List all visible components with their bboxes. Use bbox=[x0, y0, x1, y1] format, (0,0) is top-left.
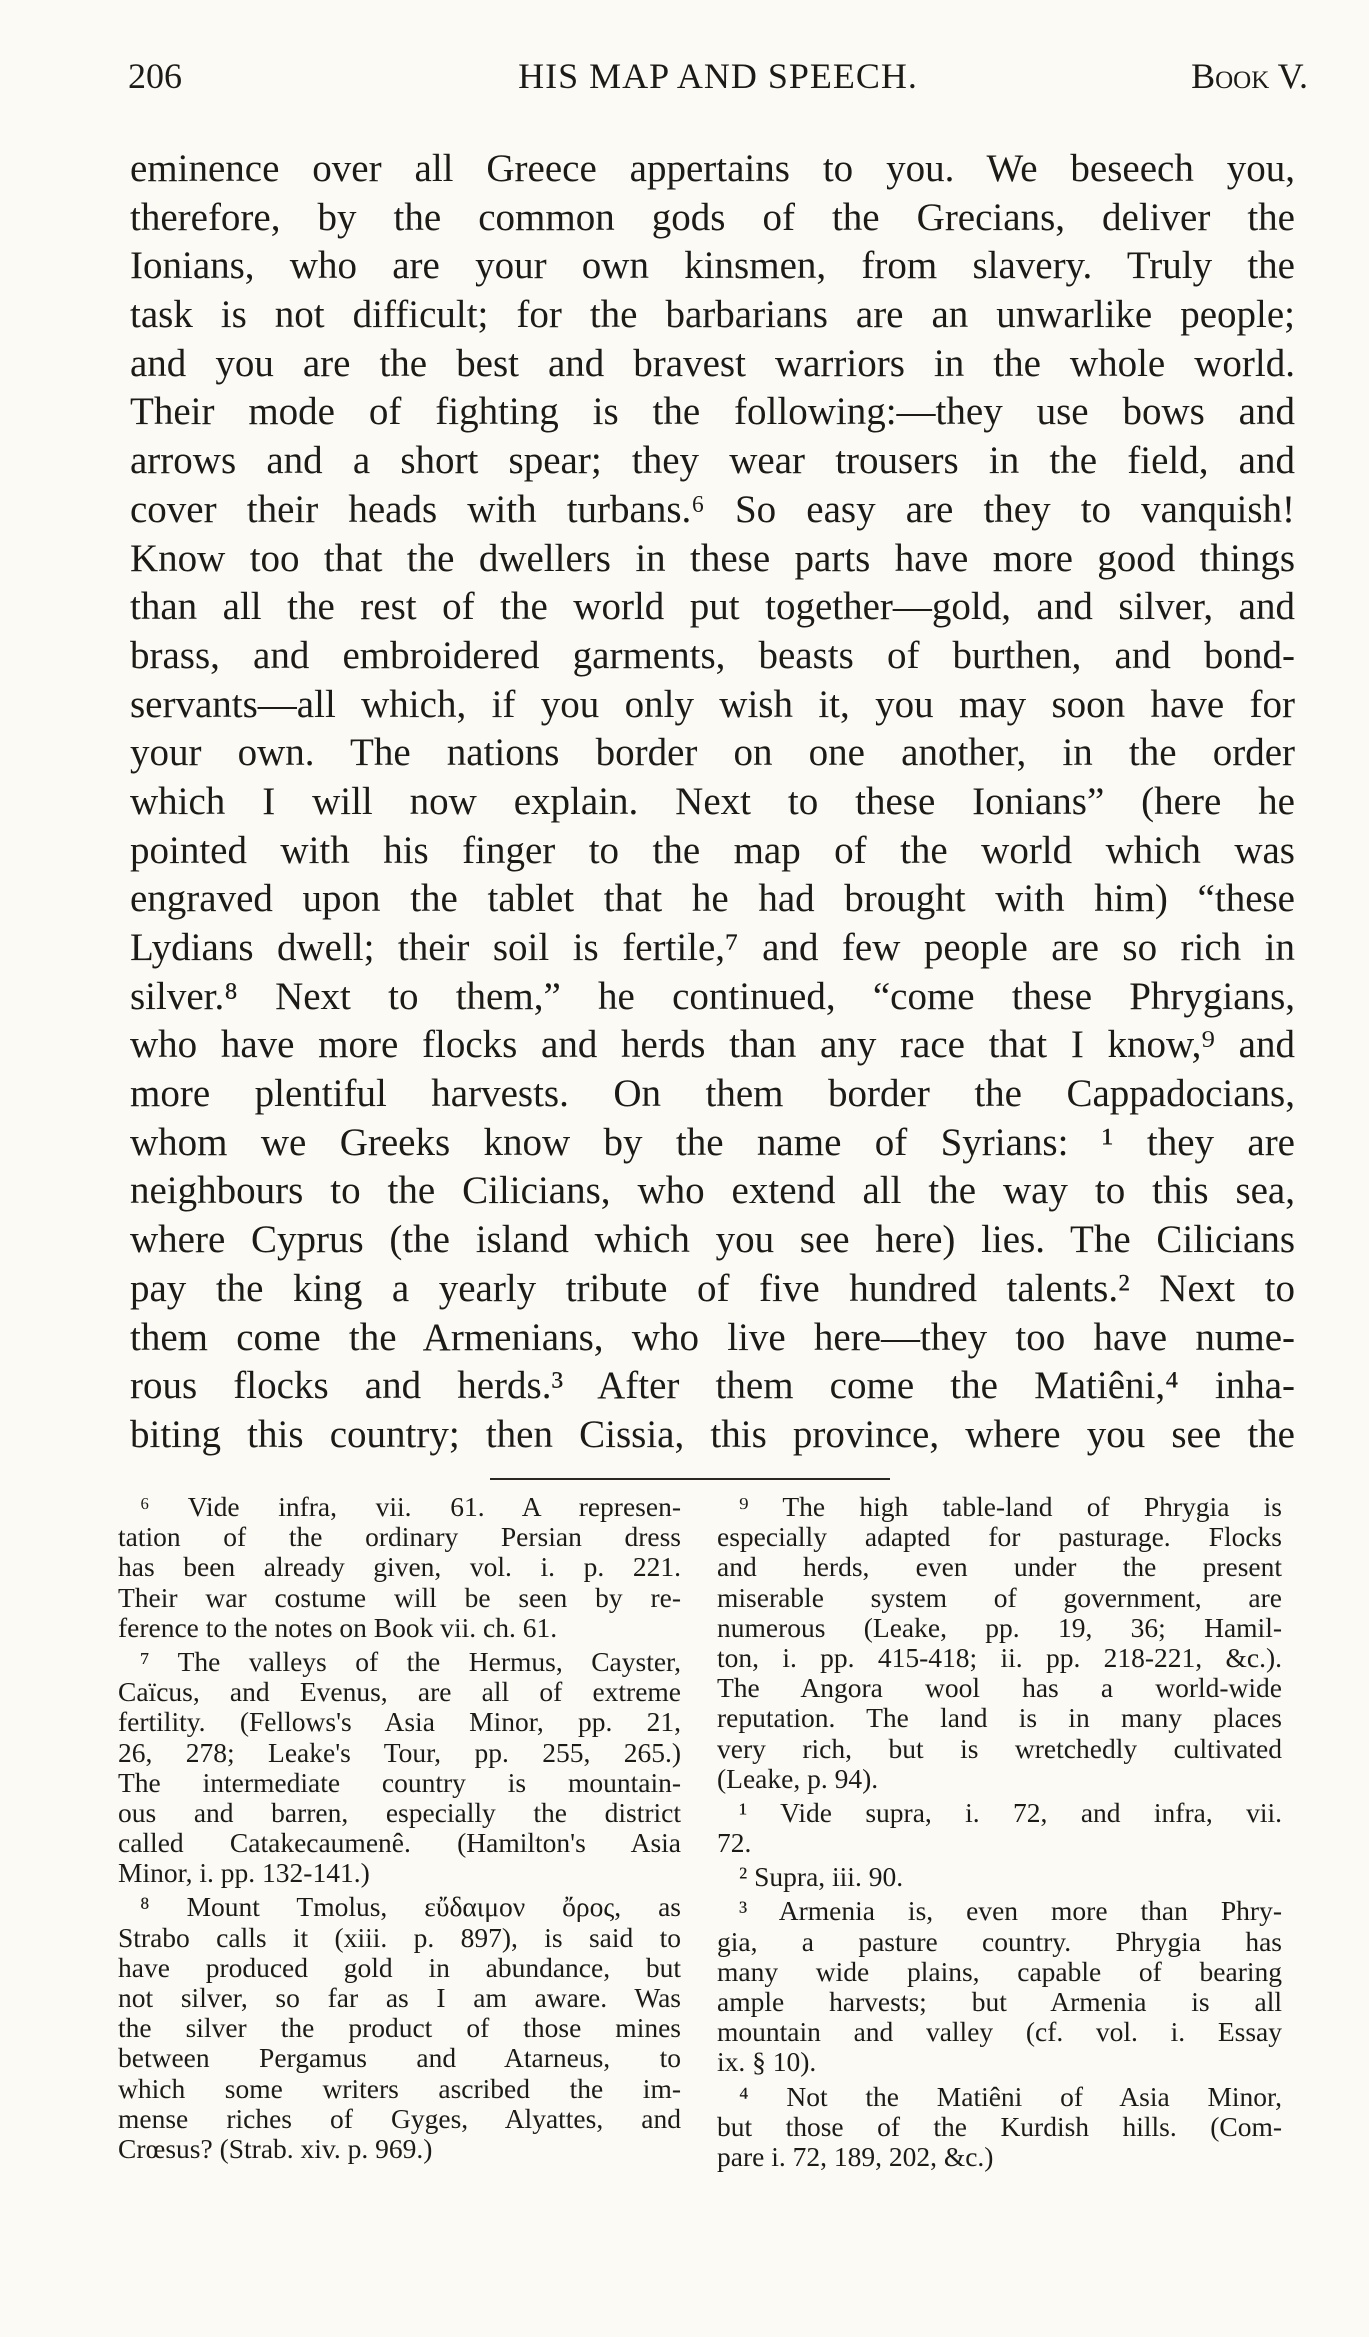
running-title: HIS MAP AND SPEECH. bbox=[518, 56, 918, 96]
text-line: eminence over all Greece appertains to you. We beseech you, bbox=[130, 147, 1295, 190]
text-line: whom we Greeks know by the name of Syrians: ¹ they are bbox=[130, 1120, 1295, 1164]
footnote-line: ¹ Vide supra, i. 72, and infra, vii. bbox=[739, 1796, 1282, 1828]
main-text bbox=[130, 145, 1295, 1460]
text-line: your own. The nations border on one another, in the order bbox=[130, 731, 1295, 775]
page-number: 206 bbox=[128, 56, 182, 96]
footnote-line: very rich, but is wretchedly cultivated bbox=[717, 1732, 1282, 1764]
footnote-line: and herds, even under the present bbox=[717, 1551, 1282, 1583]
footnote-line: Their war costume will be seen by re- bbox=[118, 1581, 681, 1613]
text-line: them come the Armenians, who live here—they too have nume- bbox=[130, 1315, 1295, 1359]
footnote-line: the silver the product of those mines bbox=[118, 2012, 681, 2044]
footnote-line: ⁴ Not the Matiêni of Asia Minor, bbox=[739, 2080, 1282, 2112]
text-line: and you are the best and bravest warriors in the whole world. bbox=[130, 341, 1295, 385]
footnote-line: The intermediate country is mountain- bbox=[118, 1766, 681, 1798]
text-line: Lydians dwell; their soil is fertile,⁷ and few people are so rich in bbox=[130, 926, 1295, 969]
footnote-line: Minor, i. pp. 132-141.) bbox=[118, 1857, 370, 1889]
text-line: biting this country; then Cissia, this province, where you see the bbox=[130, 1412, 1295, 1456]
footnote-line: Crœsus? (Strab. xiv. p. 969.) bbox=[118, 2132, 433, 2164]
text-line: Know too that the dwellers in these parts have more good things bbox=[130, 536, 1295, 580]
footnote-line: ³ Armenia is, even more than Phry- bbox=[739, 1895, 1282, 1927]
text-line: Ionians, who are your own kinsmen, from slavery. Truly the bbox=[130, 244, 1295, 288]
footnote-line: Caïcus, and Evenus, are all of extreme bbox=[118, 1676, 681, 1708]
footnote-line: mense riches of Gyges, Alyattes, and bbox=[118, 2102, 681, 2134]
footnote-line: ous and barren, especially the district bbox=[118, 1796, 681, 1828]
footnote-line: 26, 278; Leake's Tour, pp. 255, 265.) bbox=[118, 1736, 681, 1768]
footnote-line: ⁸ Mount Tmolus, εὔδαιμον ὄρος, as bbox=[140, 1891, 681, 1923]
footnote-line: but those of the Kurdish hills. (Com- bbox=[717, 2110, 1282, 2142]
footnote-line: The Angora wool has a world-wide bbox=[717, 1672, 1282, 1704]
footnote-line: mountain and valley (cf. vol. i. Essay bbox=[717, 2016, 1282, 2048]
footnote-line: between Pergamus and Atarneus, to bbox=[118, 2042, 681, 2074]
text-line: cover their heads with turbans.⁶ So easy are they to vanquish! bbox=[130, 487, 1295, 531]
footnote-line: gia, a pasture country. Phrygia has bbox=[717, 1925, 1282, 1957]
footnote-line: which some writers ascribed the im- bbox=[118, 2072, 681, 2104]
running-header bbox=[128, 55, 1308, 105]
book-label: Book V. bbox=[1191, 56, 1308, 96]
footnote-line: (Leake, p. 94). bbox=[717, 1762, 879, 1794]
footnote-line: have produced gold in abundance, but bbox=[118, 1951, 681, 1983]
footnote-line: many wide plains, capable of bearing bbox=[717, 1955, 1282, 1987]
footnote-line: ample harvests; but Armenia is all bbox=[717, 1986, 1282, 2017]
footnote-line: reputation. The land is in many places bbox=[717, 1702, 1282, 1734]
footnote-line: fertility. (Fellows's Asia Minor, pp. 21, bbox=[118, 1706, 681, 1738]
text-line: task is not difficult; for the barbarians are an unwarlike people; bbox=[130, 293, 1295, 337]
text-line: than all the rest of the world put together—gold, and silver, and bbox=[130, 585, 1295, 629]
footnote-line: pare i. 72, 189, 202, &c.) bbox=[717, 2140, 994, 2172]
text-line: pay the king a yearly tribute of five hundred talents.² Next to bbox=[130, 1266, 1295, 1310]
text-line: Their mode of fighting is the following:—they use bows and bbox=[130, 390, 1295, 434]
text-line: servants—all which, if you only wish it, you may soon have for bbox=[130, 682, 1295, 726]
text-line: which I will now explain. Next to these Ionians” (here he bbox=[130, 779, 1295, 823]
footnote-line: Strabo calls it (xiii. p. 897), is said to bbox=[118, 1921, 681, 1953]
footnote-line: ² Supra, iii. 90. bbox=[739, 1861, 904, 1893]
footnote-line: 72. bbox=[717, 1827, 752, 1859]
footnote-line: especially adapted for pasturage. Flocks bbox=[717, 1521, 1282, 1553]
text-line: who have more flocks and herds than any race that I know,⁹ and bbox=[130, 1023, 1295, 1067]
footnotes-left-column bbox=[118, 1492, 681, 2164]
footnote-line: ference to the notes on Book vii. ch. 61. bbox=[118, 1611, 558, 1643]
footnote-line: ⁹ The high table-land of Phrygia is bbox=[739, 1491, 1282, 1522]
text-line: therefore, by the common gods of the Grecians, deliver the bbox=[130, 195, 1295, 239]
text-line: where Cyprus (the island which you see here) lies. The Cilicians bbox=[130, 1218, 1295, 1262]
footnote-line: not silver, so far as I am aware. Was bbox=[118, 1982, 681, 2013]
footnote-line: ix. § 10). bbox=[717, 2046, 817, 2078]
text-line: rous flocks and herds.³ After them come the Matiêni,⁴ inha- bbox=[130, 1364, 1295, 1408]
footnotes-right-column bbox=[717, 1492, 1282, 2172]
footnote-line: has been already given, vol. i. p. 221. bbox=[118, 1551, 681, 1583]
text-line: neighbours to the Cilicians, who extend all the way to this sea, bbox=[130, 1169, 1295, 1213]
text-line: silver.⁸ Next to them,” he continued, “come these Phrygians, bbox=[130, 974, 1295, 1018]
footnote-divider bbox=[490, 1478, 890, 1480]
footnote-line: ⁷ The valleys of the Hermus, Cayster, bbox=[140, 1645, 681, 1677]
footnote-line: ton, i. pp. 415-418; ii. pp. 218-221, &c.). bbox=[717, 1641, 1282, 1673]
footnote-line: tation of the ordinary Persian dress bbox=[118, 1521, 681, 1553]
footnote-line: called Catakecaumenê. (Hamilton's Asia bbox=[118, 1827, 681, 1859]
footnote-line: numerous (Leake, pp. 19, 36; Hamil- bbox=[717, 1611, 1282, 1643]
text-line: arrows and a short spear; they wear trousers in the field, and bbox=[130, 439, 1295, 483]
footnote-line: miserable system of government, are bbox=[717, 1581, 1282, 1613]
text-line: more plentiful harvests. On them border the Cappadocians, bbox=[130, 1072, 1295, 1116]
footnote-line: ⁶ Vide infra, vii. 61. A represen- bbox=[140, 1491, 681, 1522]
text-line: brass, and embroidered garments, beasts of burthen, and bond- bbox=[130, 633, 1295, 677]
text-line: engraved upon the tablet that he had brought with him) “these bbox=[130, 877, 1295, 921]
text-line: pointed with his finger to the map of the world which was bbox=[130, 828, 1295, 872]
